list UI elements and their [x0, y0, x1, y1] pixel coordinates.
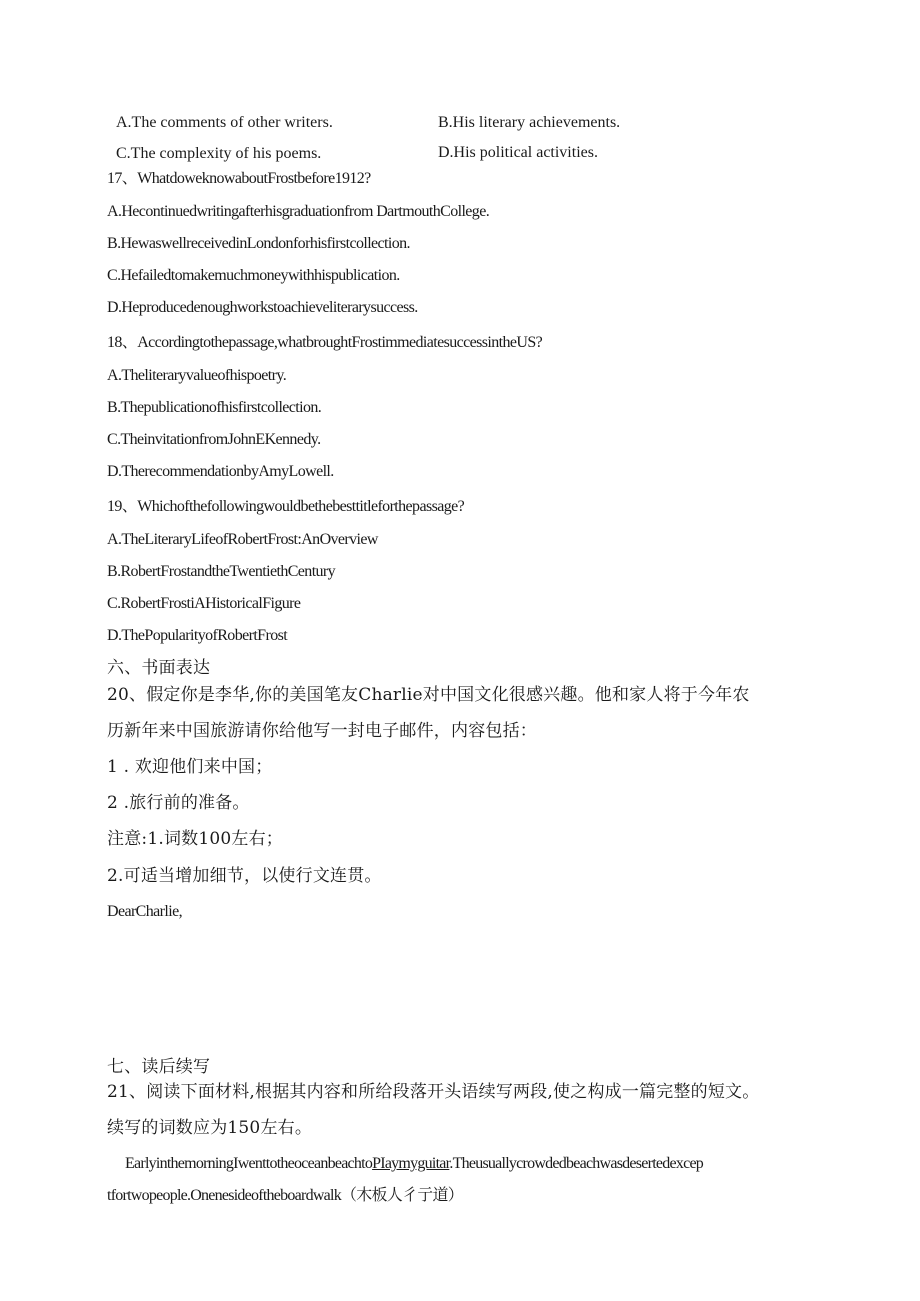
section7-prompt-line1: 21、阅读下面材料,根据其内容和所给段落开头语续写两段,使之构成一篇完整的短文。 [107, 1082, 760, 1102]
q18-option-b: B.Thepublicationofhisfirstcollection. [107, 399, 322, 416]
q16-option-a: A.The comments of other writers. [116, 114, 333, 131]
q17-option-d: D.Heproducedenoughworkstoachieveliterarysuccess. [107, 299, 418, 316]
q19-stem: 19、Whichofthefollowingwouldbethebesttitleforthepassage? [107, 498, 465, 515]
section6-prompt-line1: 20、假定你是李华,你的美国笔友Charlie对中国文化很感兴趣。他和家人将于今年农 [107, 685, 750, 705]
q17-option-a: A.Hecontinuedwritingafterhisgraduationfrom DartmouthCollege. [107, 203, 490, 220]
section7-prompt-line2: 续写的词数应为150左右。 [107, 1118, 313, 1138]
q18-option-d: D.TherecommendationbyAmyLowell. [107, 463, 334, 480]
section6-salutation: DearCharlie, [107, 903, 182, 920]
section6-note2: 2.可适当增加细节，以使行文连贯。 [107, 866, 382, 886]
q19-option-c: C.RobertFrostiAHistoricalFigure [107, 595, 301, 612]
section6-point1: 1 . 欢迎他们来中国； [107, 757, 273, 777]
q17-option-c: C.Hefailedtomakemuchmoneywithhispublication. [107, 267, 400, 284]
q17-option-b: B.HewaswellreceivedinLondonforhisfirstcollection. [107, 235, 410, 252]
q19-option-a: A.TheLiteraryLifeofRobertFrost:AnOverview [107, 531, 378, 548]
q19-option-d: D.ThePopularityofRobertFrost [107, 627, 288, 644]
section7-passage-line2: tfortwopeople.Onenesideoftheboardwalk（木板人彳亍道） [107, 1187, 463, 1204]
section7-passage-line1 [125, 1154, 703, 1174]
q18-stem: 18、Accordingtothepassage,whatbroughtFrostimmediatesuccessintheUS? [107, 334, 543, 351]
section6-heading: 六、书面表达 [107, 658, 211, 678]
q17-stem: 17、WhatdoweknowaboutFrostbefore1912? [107, 170, 371, 187]
q18-option-c: C.TheinvitationfromJohnEKennedy. [107, 431, 321, 448]
section6-note1: 注意:1.词数100左右； [107, 829, 283, 849]
underlined-phrase: PIaymyguitar [372, 1155, 450, 1172]
section6-prompt-line2: 历新年来中国旅游请你给他写一封电子邮件，内容包括： [107, 721, 537, 741]
q16-option-c: C.The complexity of his poems. [116, 145, 322, 162]
q19-option-b: B.RobertFrostandtheTwentiethCentury [107, 563, 336, 580]
section6-point2: 2 .旅行前的准备。 [107, 793, 250, 813]
section7-heading: 七、读后续写 [107, 1057, 211, 1077]
q18-option-a: A.Theliteraryvalueofhispoetry. [107, 367, 287, 384]
q16-option-b: B.His literary achievements. [438, 114, 621, 131]
passage-text: EarlyinthemorningIwenttotheoceanbeachto [125, 1155, 373, 1172]
passage-text: .Theusuallycrowdedbeachwasdesertedexcep [449, 1155, 704, 1172]
q16-option-d: D.His political activities. [438, 144, 598, 161]
